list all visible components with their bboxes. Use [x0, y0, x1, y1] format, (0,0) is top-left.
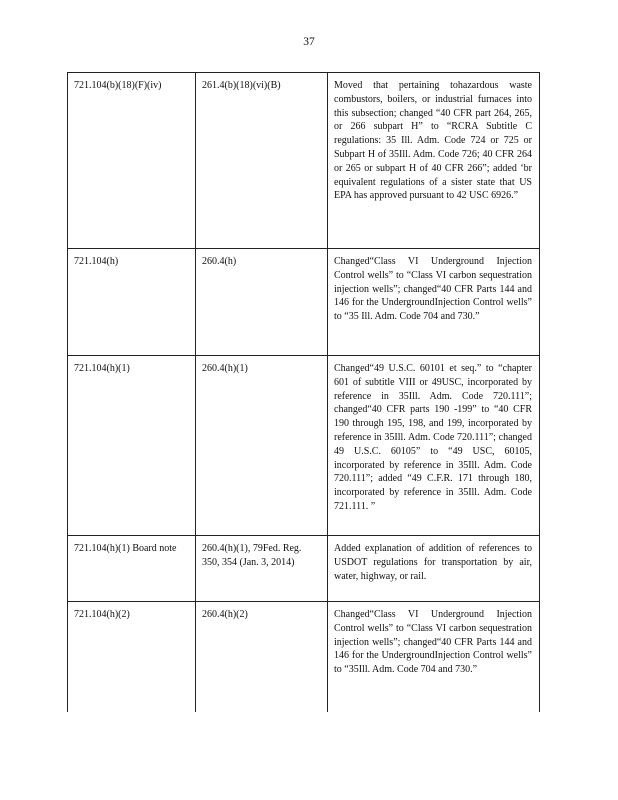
- illinois-section-cell: 721.104(h): [68, 249, 196, 356]
- illinois-section-cell: 721.104(h)(2): [68, 602, 196, 712]
- federal-source-cell: 260.4(h)(1): [196, 356, 328, 536]
- illinois-section-cell: 721.104(b)(18)(F)(iv): [68, 73, 196, 249]
- federal-source-cell: 260.4(h)(2): [196, 602, 328, 712]
- federal-source-cell: 261.4(b)(18)(vi)(B): [196, 73, 328, 249]
- description-cell: Changed“Class VI Underground Injection Control wells” to “Class VI carbon sequestration injection wells”; changed“40 CFR Parts 144 and 146 for the UndergroundInjection Control wells” to “35 Ill. Adm. Code 704 and 730.”: [328, 249, 540, 356]
- description-cell: Added explanation of addition of references to USDOT regulations for transportation by air, water, highway, or rail.: [328, 536, 540, 602]
- amendments-table: [67, 72, 540, 712]
- table-row: [68, 249, 540, 356]
- table-row: [68, 536, 540, 602]
- federal-source-cell: 260.4(h): [196, 249, 328, 356]
- illinois-section-cell: 721.104(h)(1): [68, 356, 196, 536]
- table-row: [68, 356, 540, 536]
- description-cell: Changed“49 U.S.C. 60101 et seq.” to “chapter 601 of subtitle VIII or 49USC, incorporated by reference in 35Ill. Adm. Code 720.111”; changed“40 CFR parts 190 -199” to “40 CFR 190 through 195, 198, and 199, incorporated by reference in 35Ill. Adm. Code 720.111”; changed 49 U.S.C. 60105” to “49 USC, 60105, incorporated by reference in 35Ill. Adm. Code 720.111”; added “49 C.F.R. 171 through 180, incorporated by reference in 35Ill. Adm. Code 721.111. ”: [328, 356, 540, 536]
- table-row: [68, 73, 540, 249]
- table-row: [68, 602, 540, 712]
- illinois-section-cell: 721.104(h)(1) Board note: [68, 536, 196, 602]
- description-cell: Changed“Class VI Underground Injection Control wells” to “Class VI carbon sequestration injection wells”; changed“40 CFR Parts 144 and 146 for the UndergroundInjection Control wells” to “35Ill. Adm. Code 704 and 730.”: [328, 602, 540, 712]
- federal-source-cell: 260.4(h)(1), 79Fed. Reg. 350, 354 (Jan. 3, 2014): [196, 536, 328, 602]
- page-number: 37: [303, 36, 315, 48]
- description-cell: Moved that pertaining tohazardous waste combustors, boilers, or industrial furnaces into this subsection; changed “40 CFR part 264, 265, or 266 subpart H” to “RCRA Subtitle C regulations: 35 Ill. Adm. Code 724 or 725 or Subpart H of 35Ill. Adm. Code 726; 40 CFR 264 or 265 or subpart H of 40 CFR 266”; added ‘br equivalent regulations of a sister state that US EPA has approved pursuant to 42 USC 6926.”: [328, 73, 540, 249]
